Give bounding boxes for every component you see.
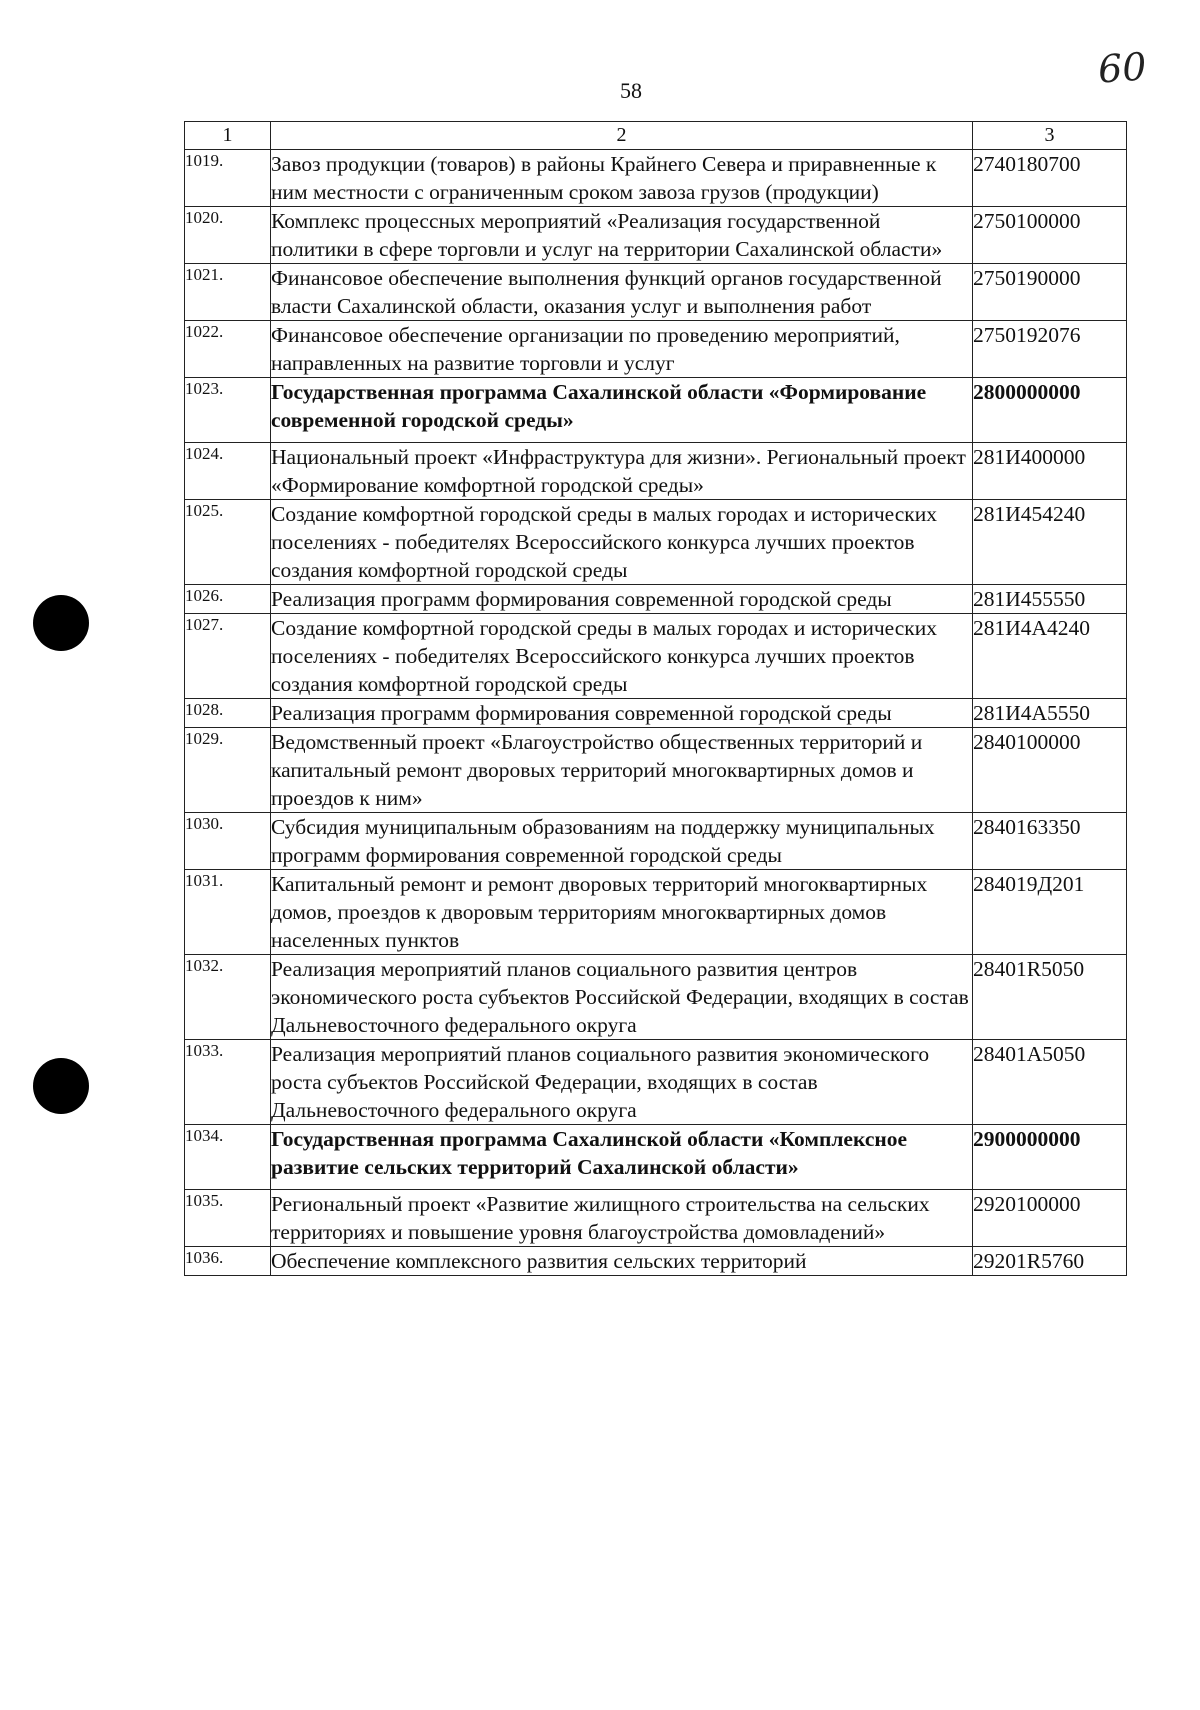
row-number: 1032. bbox=[185, 955, 271, 1040]
row-code: 28401R5050 bbox=[973, 955, 1127, 1040]
row-number: 1028. bbox=[185, 699, 271, 728]
table-row bbox=[185, 585, 1127, 614]
row-number: 1025. bbox=[185, 500, 271, 585]
row-name: Финансовое обеспечение организации по проведению мероприятий, направленных на развитие торговли и услуг bbox=[271, 321, 973, 378]
table-row bbox=[185, 378, 1127, 443]
table-row bbox=[185, 1247, 1127, 1276]
row-number: 1033. bbox=[185, 1040, 271, 1125]
row-code: 28401А5050 bbox=[973, 1040, 1127, 1125]
column-header-number: 1 bbox=[185, 122, 271, 150]
row-code: 284019Д201 bbox=[973, 870, 1127, 955]
row-number: 1026. bbox=[185, 585, 271, 614]
row-number: 1027. bbox=[185, 614, 271, 699]
page-number: 58 bbox=[620, 78, 642, 103]
table-row bbox=[185, 207, 1127, 264]
table-row bbox=[185, 150, 1127, 207]
row-number: 1019. bbox=[185, 150, 271, 207]
row-name: Субсидия муниципальным образованиям на поддержку муниципальных программ формирования современной городской среды bbox=[271, 813, 973, 870]
row-code: 2750192076 bbox=[973, 321, 1127, 378]
row-code: 281И454240 bbox=[973, 500, 1127, 585]
row-name: Комплекс процессных мероприятий «Реализация государственной политики в сфере торговли и услуг на территории Сахалинской области» bbox=[271, 207, 973, 264]
column-header-name: 2 bbox=[271, 122, 973, 150]
row-code: 2840163350 bbox=[973, 813, 1127, 870]
row-number: 1031. bbox=[185, 870, 271, 955]
handwritten-sheet-number: 60 bbox=[1096, 44, 1148, 92]
row-name: Реализация мероприятий планов социального развития экономического роста субъектов Российской Федерации, входящих в состав Дальневосточного федерального округа bbox=[271, 1040, 973, 1125]
row-number: 1034. bbox=[185, 1125, 271, 1190]
row-code: 2800000000 bbox=[973, 378, 1127, 443]
row-code: 2840100000 bbox=[973, 728, 1127, 813]
row-number: 1022. bbox=[185, 321, 271, 378]
row-name: Реализация программ формирования современной городской среды bbox=[271, 585, 973, 614]
row-number: 1029. bbox=[185, 728, 271, 813]
table-row bbox=[185, 728, 1127, 813]
table-row bbox=[185, 1190, 1127, 1247]
table-row bbox=[185, 1040, 1127, 1125]
table-row bbox=[185, 443, 1127, 500]
budget-classification-table bbox=[184, 121, 1127, 1276]
row-number: 1035. bbox=[185, 1190, 271, 1247]
row-code: 2750100000 bbox=[973, 207, 1127, 264]
row-code: 281И4А5550 bbox=[973, 699, 1127, 728]
row-code: 29201R5760 bbox=[973, 1247, 1127, 1276]
row-name: Национальный проект «Инфраструктура для жизни». Региональный проект «Формирование комфортной городской среды» bbox=[271, 443, 973, 500]
row-name: Капитальный ремонт и ремонт дворовых территорий многоквартирных домов, проездов к дворовым территориям многоквартирных домов населенных пунктов bbox=[271, 870, 973, 955]
row-name: Создание комфортной городской среды в малых городах и исторических поселениях - победителях Всероссийского конкурса лучших проектов создания комфортной городской среды bbox=[271, 500, 973, 585]
table-row bbox=[185, 813, 1127, 870]
row-number: 1021. bbox=[185, 264, 271, 321]
column-header-code: 3 bbox=[973, 122, 1127, 150]
row-name: Государственная программа Сахалинской области «Комплексное развитие сельских территорий Сахалинской области» bbox=[271, 1125, 973, 1190]
table-row bbox=[185, 614, 1127, 699]
table-row bbox=[185, 955, 1127, 1040]
row-code: 281И455550 bbox=[973, 585, 1127, 614]
punch-hole bbox=[33, 1058, 89, 1114]
row-name: Обеспечение комплексного развития сельских территорий bbox=[271, 1247, 973, 1276]
row-name: Ведомственный проект «Благоустройство общественных территорий и капитальный ремонт дворовых территорий многоквартирных домов и проездов к ним» bbox=[271, 728, 973, 813]
row-code: 2900000000 bbox=[973, 1125, 1127, 1190]
row-name: Создание комфортной городской среды в малых городах и исторических поселениях - победителях Всероссийского конкурса лучших проектов создания комфортной городской среды bbox=[271, 614, 973, 699]
table-row bbox=[185, 870, 1127, 955]
table-row bbox=[185, 500, 1127, 585]
table-row bbox=[185, 264, 1127, 321]
row-code: 2750190000 bbox=[973, 264, 1127, 321]
table-header-row bbox=[185, 122, 1127, 150]
row-number: 1023. bbox=[185, 378, 271, 443]
row-number: 1030. bbox=[185, 813, 271, 870]
table-row bbox=[185, 699, 1127, 728]
row-number: 1024. bbox=[185, 443, 271, 500]
row-name: Региональный проект «Развитие жилищного строительства на сельских территориях и повышение уровня благоустройства домовладений» bbox=[271, 1190, 973, 1247]
row-name: Завоз продукции (товаров) в районы Крайнего Севера и приравненные к ним местности с ограниченным сроком завоза грузов (продукции) bbox=[271, 150, 973, 207]
row-name: Реализация программ формирования современной городской среды bbox=[271, 699, 973, 728]
table-row bbox=[185, 321, 1127, 378]
row-code: 281И400000 bbox=[973, 443, 1127, 500]
punch-hole bbox=[33, 595, 89, 651]
row-code: 2740180700 bbox=[973, 150, 1127, 207]
row-name: Реализация мероприятий планов социального развития центров экономического роста субъектов Российской Федерации, входящих в состав Дальневосточного федерального округа bbox=[271, 955, 973, 1040]
row-code: 2920100000 bbox=[973, 1190, 1127, 1247]
row-name: Финансовое обеспечение выполнения функций органов государственной власти Сахалинской области, оказания услуг и выполнения работ bbox=[271, 264, 973, 321]
row-number: 1036. bbox=[185, 1247, 271, 1276]
row-code: 281И4А4240 bbox=[973, 614, 1127, 699]
table-row bbox=[185, 1125, 1127, 1190]
row-number: 1020. bbox=[185, 207, 271, 264]
row-name: Государственная программа Сахалинской области «Формирование современной городской среды» bbox=[271, 378, 973, 443]
